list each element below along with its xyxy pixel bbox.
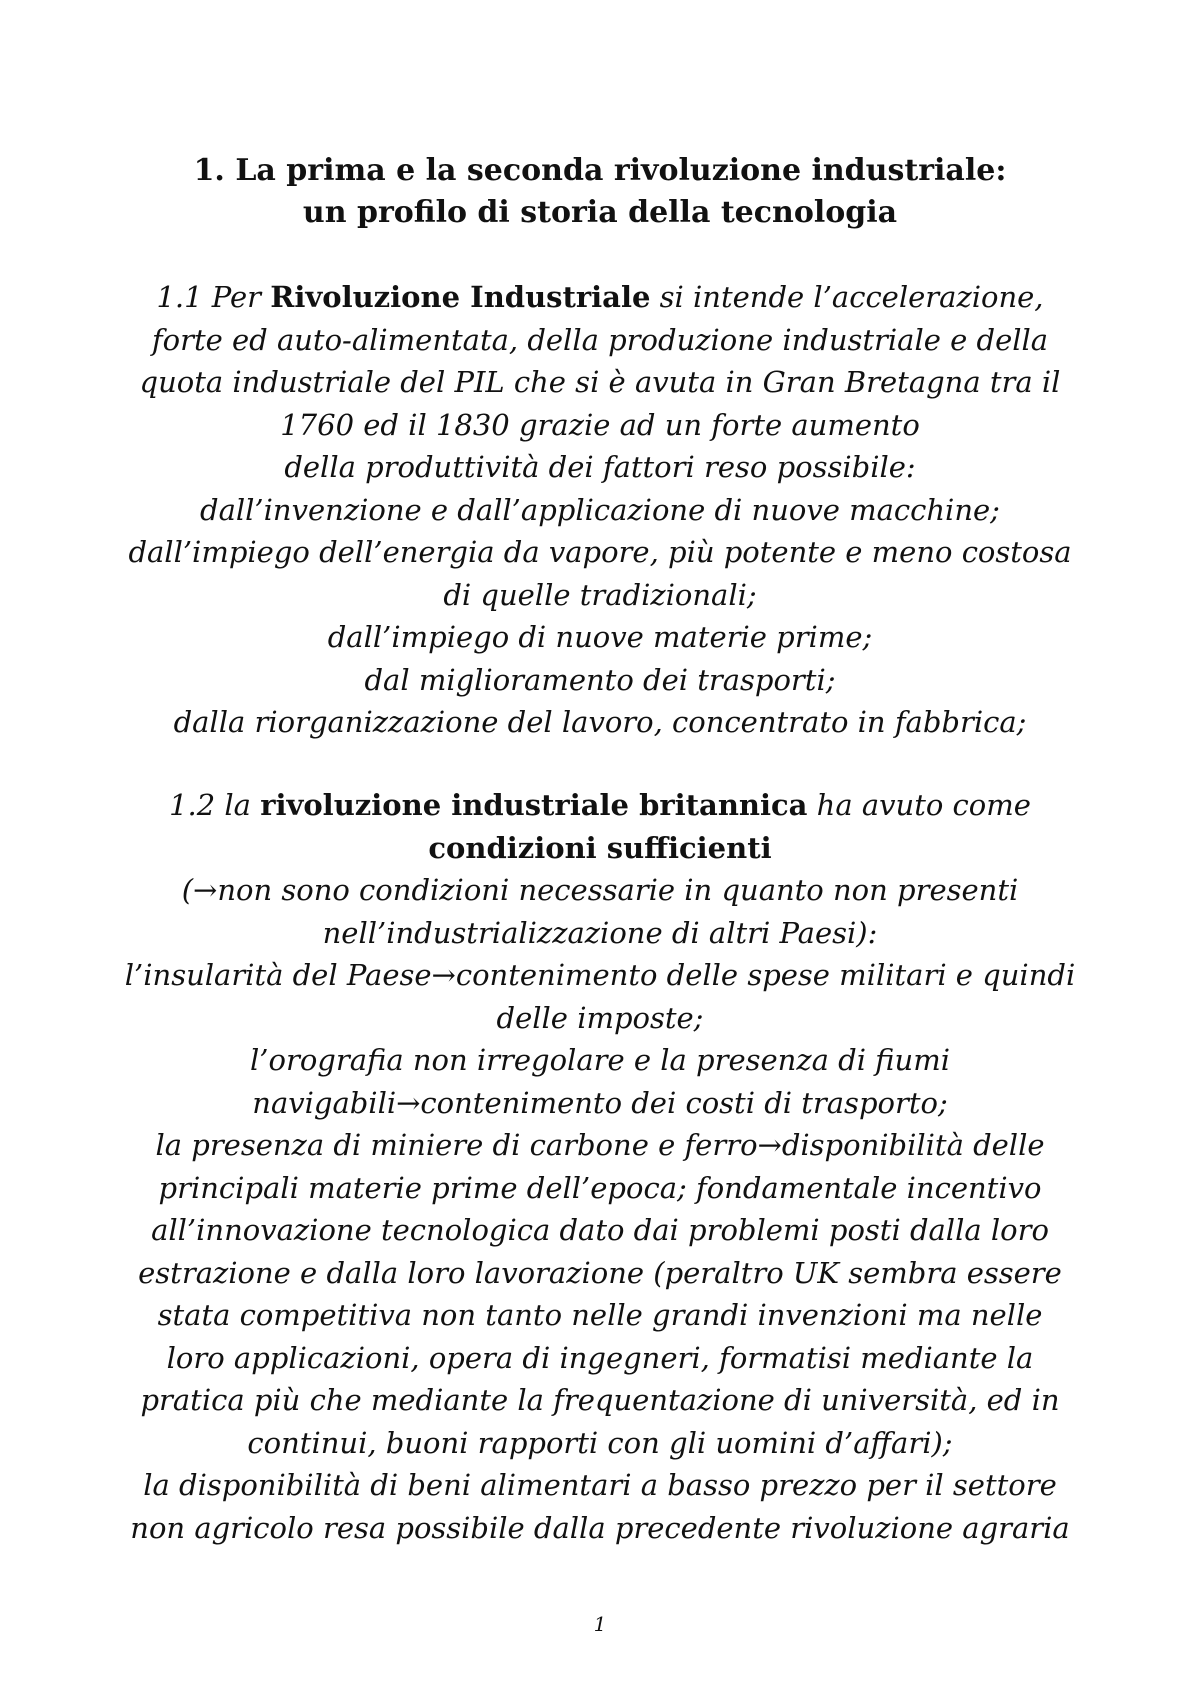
section-1-1-line: forte ed auto-alimentata, della produzione industriale e della bbox=[151, 322, 1049, 357]
section-1-1-lead-prefix: 1.1 Per bbox=[156, 280, 271, 314]
section-1-1-line: quota industriale del PIL che si è avuta in Gran Bretagna tra il bbox=[139, 365, 1061, 399]
chapter-title-line-2: un profilo di storia della tecnologia bbox=[302, 195, 898, 230]
section-1-1-lead-line bbox=[90, 276, 1110, 319]
section-1-1-line: dall’impiego dell’energia da vapore, più potente e meno costosa bbox=[128, 535, 1072, 569]
section-1-2-line: l’insularità del Paese→contenimento delle spese militari e quindi bbox=[124, 958, 1076, 992]
section-1-1-line: di quelle tradizionali; bbox=[443, 577, 757, 612]
section-1-2-line: loro applicazioni, opera di ingegneri, formatisi mediante la bbox=[166, 1340, 1034, 1375]
section-1-2-line: navigabili→contenimento dei costi di trasporto; bbox=[252, 1085, 948, 1120]
section-1-2-line: continui, buoni rapporti con gli uomini d’affari); bbox=[247, 1425, 953, 1460]
term-rivoluzione-industriale-britannica: rivoluzione industriale britannica bbox=[260, 788, 808, 822]
section-1-2-line: nell’industrializzazione di altri Paesi): bbox=[322, 915, 878, 950]
section-1-1-line: dall’invenzione e dall’applicazione di nuove macchine; bbox=[200, 492, 1000, 527]
section-1-1-line: della produttività dei fattori reso possibile: bbox=[284, 450, 916, 484]
term-condizioni-sufficienti: condizioni sufficienti bbox=[428, 830, 772, 865]
section-1-1-paragraph bbox=[90, 276, 1110, 744]
chapter-title-line-1: 1. La prima e la seconda rivoluzione industriale: bbox=[193, 153, 1007, 188]
section-1-2-line: (→non sono condizioni necessarie in quanto non presenti bbox=[181, 873, 1019, 907]
section-1-2-paragraph bbox=[90, 784, 1110, 1549]
section-1-1-line: dall’impiego di nuove materie prime; bbox=[327, 620, 873, 654]
page-number: 1 bbox=[593, 1612, 607, 1636]
section-1-2-lead-line bbox=[90, 784, 1110, 827]
section-1-2-line: la disponibilità di beni alimentari a basso prezzo per il settore bbox=[143, 1468, 1057, 1502]
section-1-2-line: delle imposte; bbox=[496, 1000, 704, 1035]
section-1-2-line: la presenza di miniere di carbone e ferro→disponibilità delle bbox=[155, 1128, 1045, 1162]
section-1-2-line: l’orografia non irregolare e la presenza di fiumi bbox=[250, 1043, 950, 1077]
section-1-1-line: dal miglioramento dei trasporti; bbox=[364, 662, 836, 697]
section-1-2-line: principali materie prime dell’epoca; fondamentale incentivo bbox=[158, 1170, 1042, 1205]
section-1-2-lead-prefix: 1.2 la bbox=[169, 788, 261, 822]
section-1-2-line: pratica più che mediante la frequentazione di università, ed in bbox=[140, 1383, 1060, 1417]
section-1-2-line: stata competitiva non tanto nelle grandi invenzioni ma nelle bbox=[157, 1298, 1043, 1332]
section-1-2-line: estrazione e dalla loro lavorazione (peraltro UK sembra essere bbox=[138, 1255, 1062, 1290]
section-1-1-line: 1760 ed il 1830 grazie ad un forte aumento bbox=[280, 407, 920, 442]
term-rivoluzione-industriale: Rivoluzione Industriale bbox=[270, 280, 651, 314]
section-1-1-line: dalla riorganizzazione del lavoro, concentrato in fabbrica; bbox=[173, 705, 1027, 739]
section-1-1-lead-suffix: si intende l’accelerazione, bbox=[650, 280, 1044, 314]
section-1-2-line: all’innovazione tecnologica dato dai problemi posti dalla loro bbox=[151, 1213, 1049, 1247]
section-1-2-line: non agricolo resa possibile dalla precedente rivoluzione agraria bbox=[130, 1510, 1070, 1545]
chapter-title bbox=[100, 150, 1100, 234]
section-1-2-lead-suffix: ha avuto come bbox=[807, 788, 1031, 822]
